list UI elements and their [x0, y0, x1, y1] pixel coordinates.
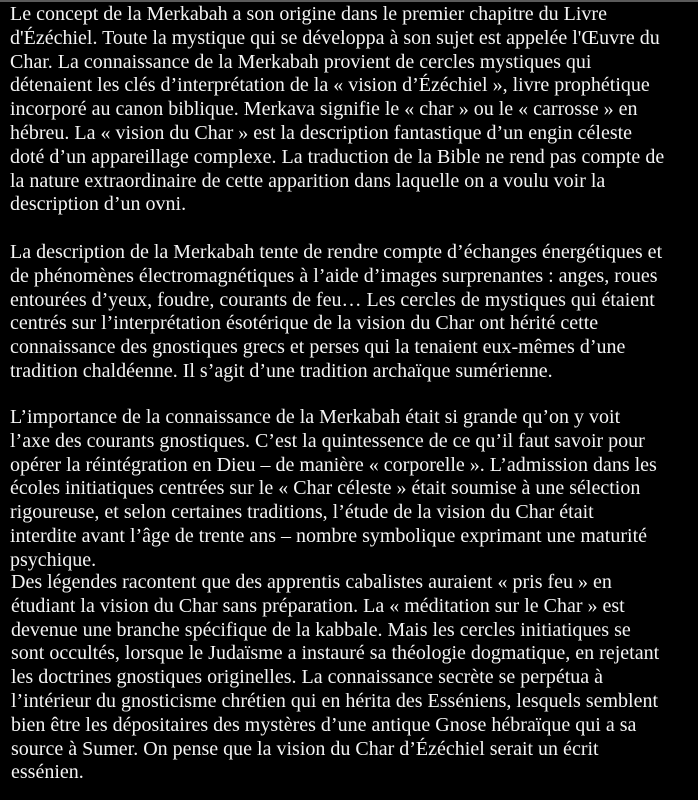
top-border [0, 0, 698, 2]
text-line: La description de la Merkabah tente de rendre compte d’échanges énergétiques et [10, 241, 663, 263]
text-line: opérer la réintégration en Dieu – de manière « corporelle ». L’admission dans les [10, 453, 657, 476]
paragraph-legends [11, 571, 697, 785]
text-line: Char. La connaissance de la Merkabah provient de cercles mystiques qui [10, 50, 592, 73]
text-line: doté d’un appareillage complexe. La traduction de la Bible ne rend pas compte de [10, 145, 665, 168]
text-line: interdite avant l’âge de trente ans – nombre symbolique exprimant une maturité [10, 524, 648, 547]
text-line: essénien. [11, 761, 84, 784]
paragraph-merkabah-importance [10, 406, 696, 573]
text-line: centrés sur l’interprétation ésotérique de la vision du Char ont hérité cette [10, 312, 599, 335]
text-line: Le concept de la Merkabah a son origine dans le premier chapitre du Livre [10, 3, 607, 25]
paragraph-merkabah-description [10, 241, 696, 384]
text-line: les doctrines gnostiques originelles. La connaissance secrète se perpétua à [11, 666, 604, 689]
text-line: rigoureuse, et selon certaines traditions, l’étude de la vision du Char était [10, 501, 594, 524]
text-line: source à Sumer. On pense que la vision du Char d’Ézéchiel serait un écrit [11, 737, 599, 760]
text-line: écoles initiatiques centrées sur le « Char céleste » était soumise à une sélection [10, 477, 641, 500]
text-line: tradition chaldéenne. Il s’agit d’une tradition archaïque sumérienne. [10, 359, 553, 382]
text-line: sont occultés, lorsque le Judaïsme a instauré sa théologie dogmatique, en rejetant [11, 642, 660, 665]
text-line: la nature extraordinaire de cette apparition dans laquelle on a voulu voir la [10, 169, 606, 192]
text-line: entourées d’yeux, foudre, courants de feu… Les cercles de mystiques qui étaient [10, 288, 655, 311]
text-line: description d’un ovni. [10, 193, 187, 216]
text-line: devenue une branche spécifique de la kabbale. Mais les cercles initiatiques se [11, 618, 631, 641]
text-line: L’importance de la connaissance de la Merkabah était si grande qu’on y voit [10, 406, 621, 428]
text-line: d'Ézéchiel. Toute la mystique qui se développa à son sujet est appelée l'Œuvre du [10, 26, 660, 49]
text-line: l’axe des courants gnostiques. C’est la quintessence de ce qu’il faut savoir pour [10, 429, 645, 452]
text-line: incorporé au canon biblique. Merkava signifie le « char » ou le « carrosse » en [10, 98, 638, 121]
text-line: détenaient les clés d’interprétation de la « vision d’Ézéchiel », livre prophétique [10, 74, 650, 97]
text-line: hébreu. La « vision du Char » est la description fantastique d’un engin céleste [10, 121, 633, 144]
text-line: l’intérieur du gnosticisme chrétien qui en hérita des Esséniens, lesquels semblent [11, 689, 659, 712]
text-line: psychique. [10, 548, 97, 571]
text-line: bien être les dépositaires des mystères d’une antique Gnose hébraïque qui a sa [11, 713, 637, 736]
paragraph-merkabah-origin [10, 3, 696, 217]
text-line: étudiant la vision du Char sans préparation. La « méditation sur le Char » est [11, 594, 625, 617]
text-line: de phénomènes électromagnétiques à l’aide d’images surprenantes : anges, roues [10, 264, 658, 287]
text-line: Des légendes racontent que des apprentis cabalistes auraient « pris feu » en [11, 571, 612, 593]
text-line: connaissance des gnostiques grecs et perses qui la tenaient eux-mêmes d’une [10, 336, 626, 359]
